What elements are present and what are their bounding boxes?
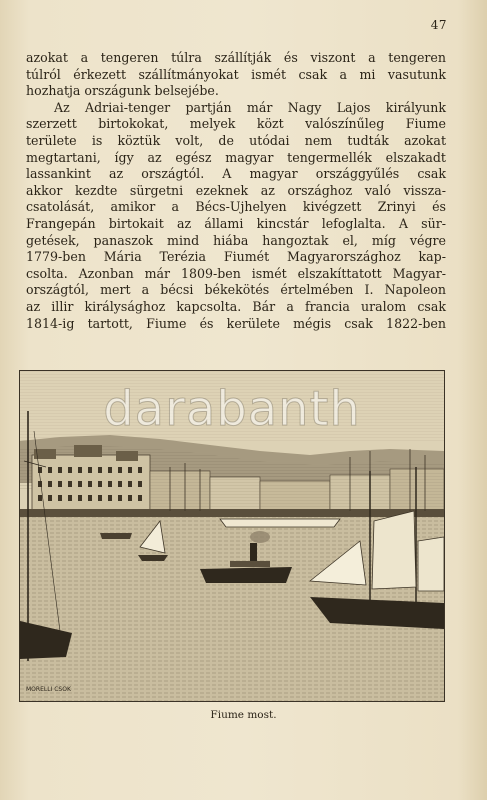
text-line: országtól, mert a bécsi békekötés értelmében I. Napoleon xyxy=(26,282,446,298)
text-line: csolta. Azonban már 1809-ben ismét elszakíttatott Magyar- xyxy=(26,265,446,281)
text-line: területe is köztük volt, de utódai nem tudták azokat xyxy=(26,132,446,148)
text-line: hozhatja országunk belsejébe. xyxy=(26,83,219,99)
engraver-signature: MORELLI CSOK xyxy=(26,686,71,693)
text-line: csatolását, amikor a Bécs-Ujhelyen kivégzett Zrinyi és xyxy=(26,199,446,215)
figure-caption: Fiume most. xyxy=(210,709,277,721)
text-line: 1779-ben Mária Terézia Fiumét Magyarországhoz kap- xyxy=(26,249,446,265)
text-line: az illir királysághoz kapcsolta. Bár a francia uralom csak xyxy=(26,298,446,314)
quay xyxy=(20,509,444,517)
text-line: szerzett birtokokat, melyek közt valószínűleg Fiume xyxy=(26,116,446,132)
text-line: akkor kezdte sürgetni ezeknek az országhoz való vissza- xyxy=(26,182,446,198)
text-line: megtartani, így az egész magyar tengermellék elszakadt xyxy=(26,149,446,165)
paragraph-2 xyxy=(26,100,446,332)
text-line: azokat a tengeren túlra szállítják és viszont a tengeren xyxy=(26,50,446,65)
body-text xyxy=(26,50,446,332)
distant-steamer xyxy=(220,519,340,527)
text-line: 1814-ig tartott, Fiume és kerülete mégis csak 1822-ben xyxy=(26,315,446,331)
paragraph-1 xyxy=(26,50,446,100)
text-line: getések, panaszok mind hiába hangoztak el, míg végre xyxy=(26,232,446,248)
text-line: Az Adriai-tenger partján már Nagy Lajos királyunk xyxy=(54,99,446,115)
text-line: túlról érkezett szállítmányokat ismét csak a mi vasutunk xyxy=(26,66,446,82)
watermark: darabanth xyxy=(103,381,361,437)
text-line: Frangepán birtokait az állami kincstár lefoglalta. A sür- xyxy=(26,215,446,231)
text-line: lassankint az országtól. A magyar országgyűlés csak xyxy=(26,166,446,182)
page-number: 47 xyxy=(430,18,447,32)
harbor-engraving xyxy=(19,370,445,702)
